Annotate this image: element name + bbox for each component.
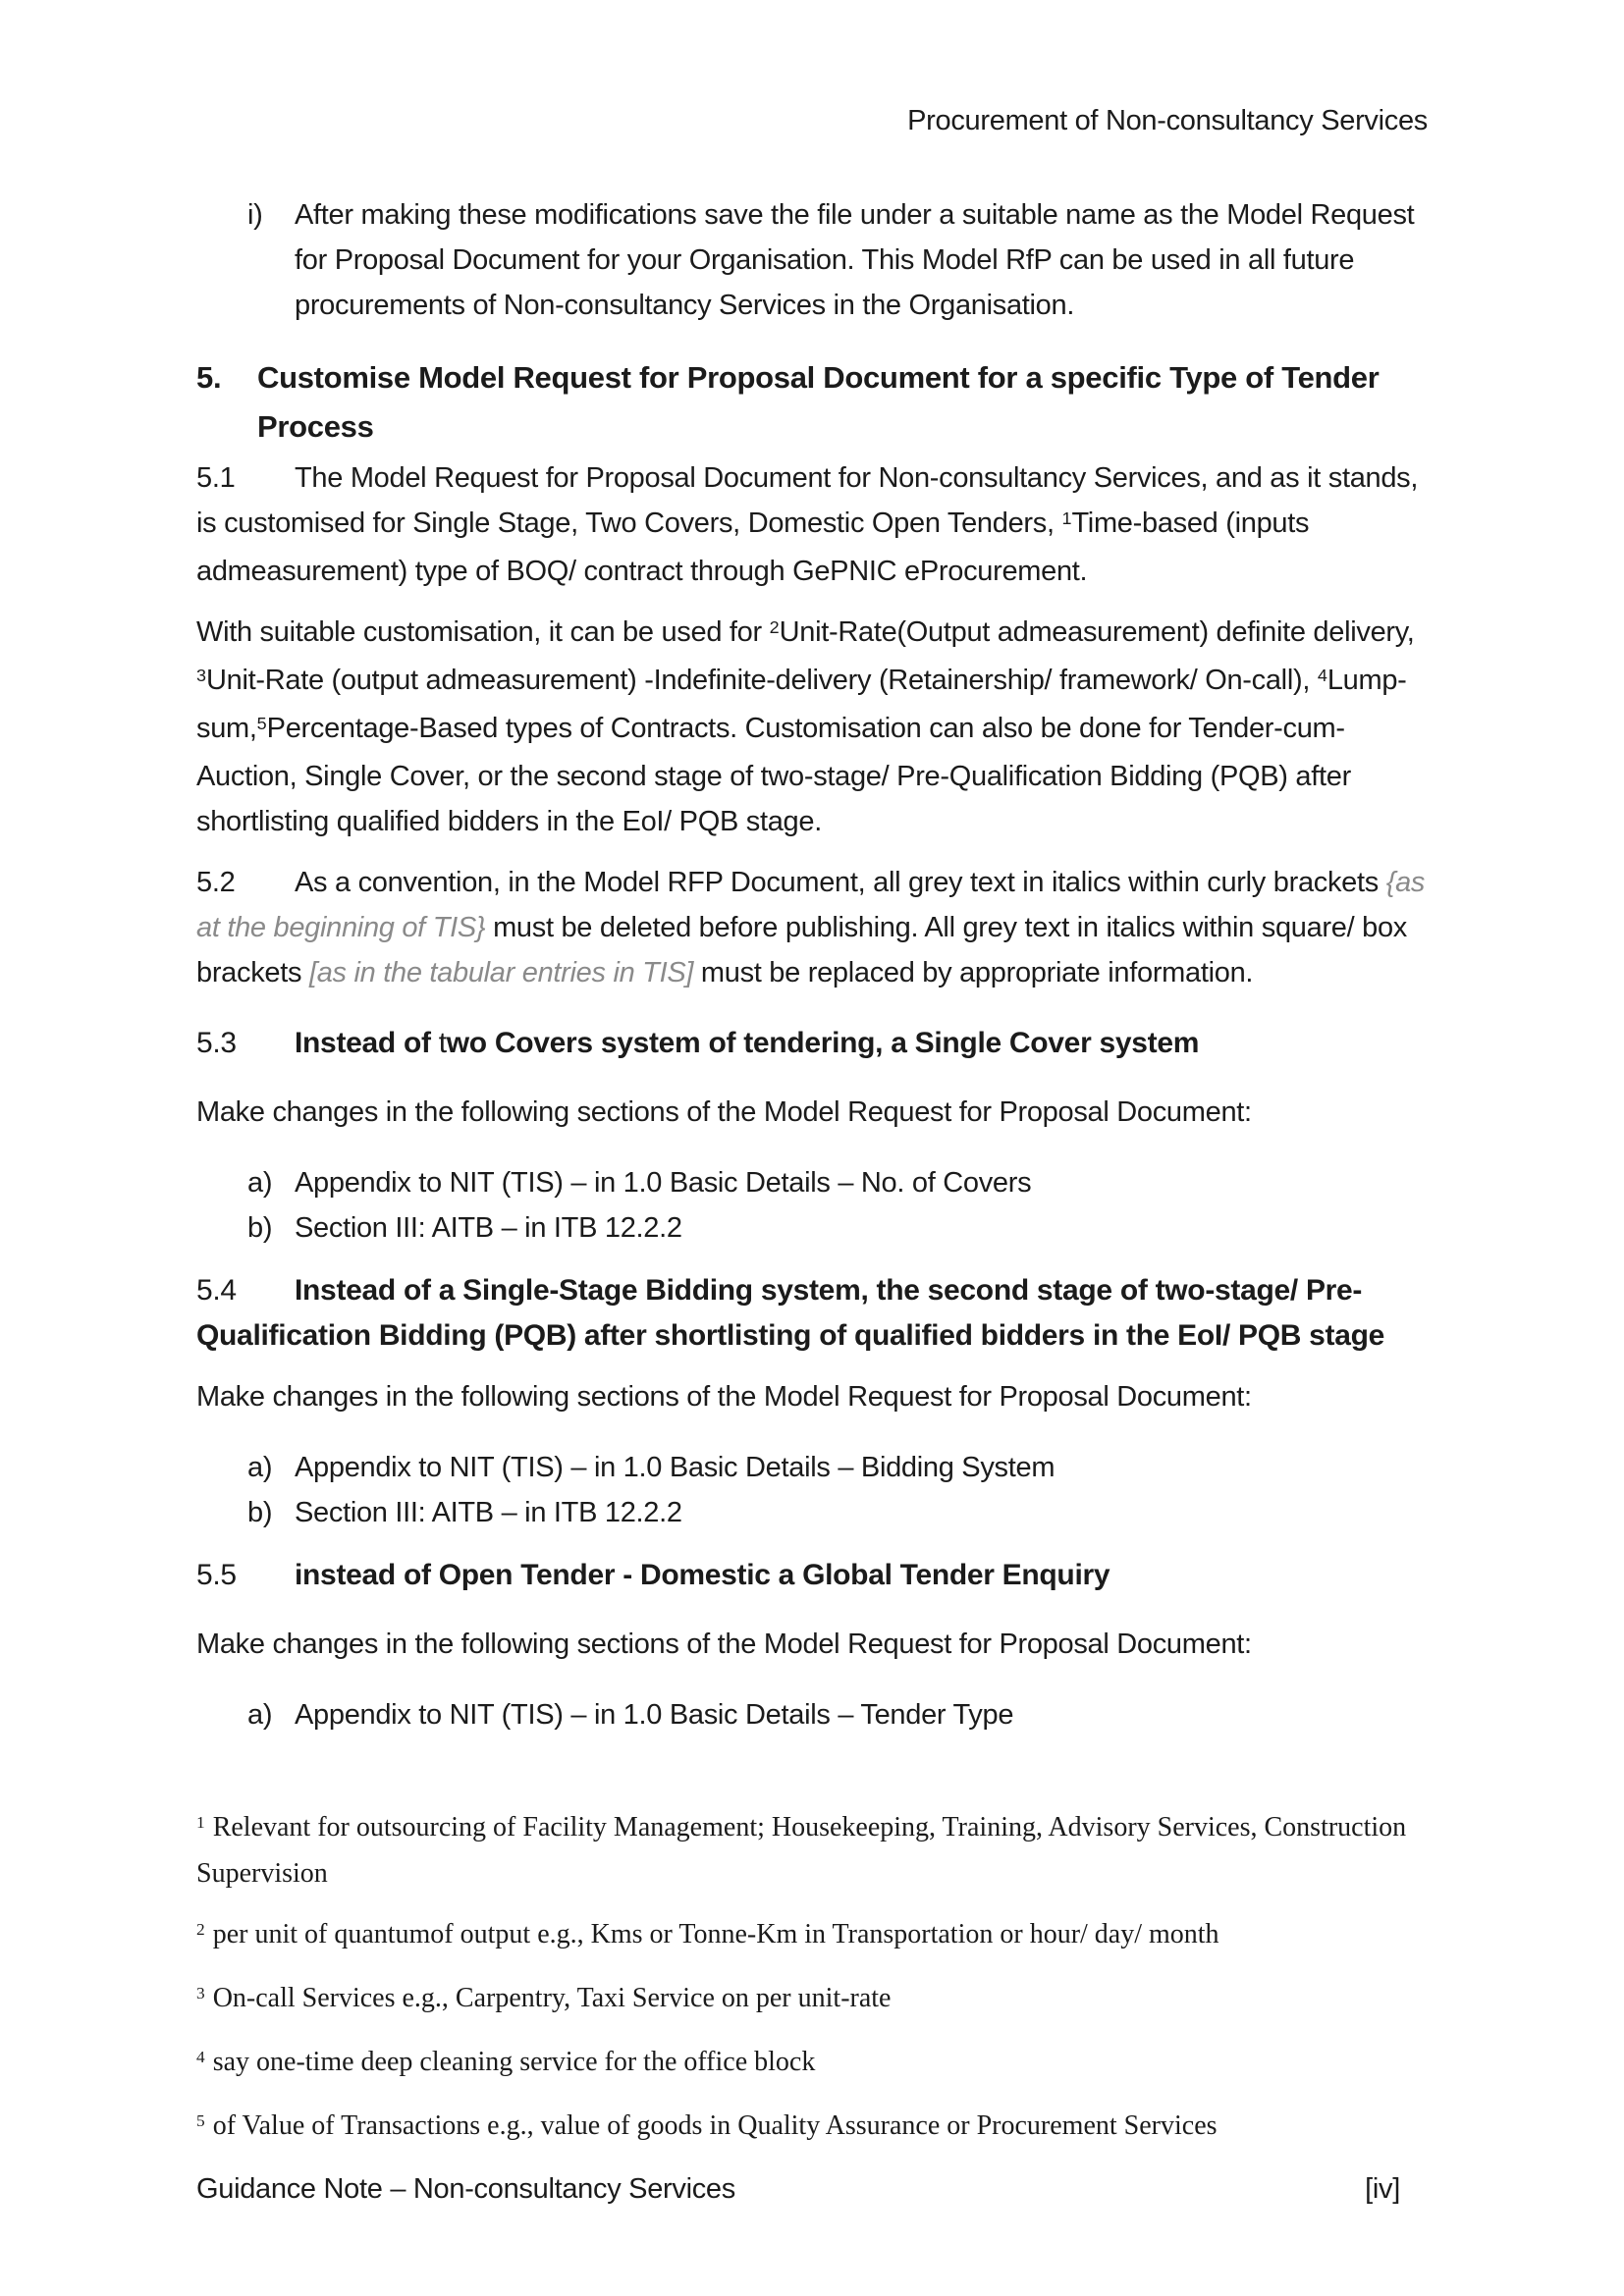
text-run: Make changes in the following sections of the Model Request for Proposal Document: (196, 1381, 1252, 1413)
text-run: Customise Model Request for Proposal Document for a specific Type of Tender Process (257, 360, 1380, 444)
text-run: As a convention, in the Model RFP Document, all grey text in italics within curly brackets (295, 867, 1386, 898)
footnote-ref: 3 (196, 665, 206, 685)
text-run: must be deleted before publishing. All grey text in italics within square/ box brackets (196, 912, 1407, 988)
footnote-ref: 2 (769, 616, 780, 637)
footnote-number: 2 (196, 1920, 205, 1940)
section-number: 5.4 (196, 1274, 237, 1307)
para-5-1 (196, 455, 1428, 594)
heading-5-5 (196, 1553, 1428, 1598)
section-number: 5.1 (196, 462, 236, 494)
text-run: Time-based (inputs admeasurement) type of BOQ/ contract through GePNIC eProcurement. (196, 507, 1310, 587)
list-marker: a) (247, 1699, 273, 1731)
text-run: Instead of a Single-Stage Bidding system, the second stage of two-stage/ Pre-Qualification Bidding (PQB) after shortlisting of qualified bidders in the EoI/ PQB stage (196, 1274, 1385, 1352)
footnote-4 (196, 2041, 1428, 2087)
text-run: instead of Open Tender - Domestic a Global Tender Enquiry (295, 1559, 1110, 1591)
footer-title: Guidance Note – Non-consultancy Services (196, 2173, 735, 2205)
text-run: Unit-Rate (output admeasurement) -Indefinite-delivery (Retainership/ framework/ On-call), (206, 665, 1318, 696)
footnote-text: On-call Services e.g., Carpentry, Taxi Service on per unit-rate (212, 1983, 892, 2013)
text-run: wo Covers system of tendering, a Single Cover system (446, 1027, 1200, 1059)
footnote-text: per unit of quantumof output e.g., Kms or Tonne-Km in Transportation or hour/ day/ month (212, 1919, 1219, 1949)
para-make-2 (196, 1374, 1428, 1419)
heading-5-3 (196, 1021, 1428, 1066)
footnote-text: say one-time deep cleaning service for the office block (212, 2047, 816, 2077)
text-run: must be replaced by appropriate information. (693, 957, 1254, 988)
footnote-ref: 4 (1317, 665, 1327, 685)
section-number: 5.2 (196, 867, 236, 898)
text-run: t (438, 1027, 447, 1059)
text-run: Section III: AITB – in ITB 12.2.2 (295, 1497, 682, 1528)
page-content (196, 0, 1428, 2212)
heading-5-4 (196, 1268, 1428, 1359)
footnote-5 (196, 2105, 1428, 2151)
footnotes (196, 1806, 1428, 2151)
text-run: After making these modifications save the file under a suitable name as the Model Request for Proposal Document for your Organisation. This Model RfP can be used in all future procurements of Non-consultancy Services in the Organisation. (295, 199, 1415, 321)
text-run: Percentage-Based types of Contracts. Customisation can also be done for Tender-cum-Auction, Single Cover, or the second stage of two-stage/ Pre-Qualification Bidding (PQB) after shortlisting qualified bidders in the EoI/ PQB stage. (196, 713, 1351, 837)
list-marker: i) (247, 199, 263, 231)
para-make-3 (196, 1622, 1428, 1667)
footer-page-number: [iv] (1365, 2173, 1400, 2205)
footnote-text: of Value of Transactions e.g., value of goods in Quality Assurance or Procurement Services (212, 2110, 1218, 2141)
list-marker: b) (247, 1497, 273, 1528)
para-custom (196, 610, 1428, 844)
text-run: With suitable customisation, it can be used for (196, 616, 770, 648)
text-run: Lump-sum, (196, 665, 1407, 744)
footnote-ref: 5 (256, 713, 267, 733)
text-run: The Model Request for Proposal Document for Non-consultancy Services, and as it stands, is customised for Single Stage, Two Covers, Domestic Open Tenders, (196, 462, 1419, 539)
item-5-4-a (196, 1445, 1428, 1490)
list-marker: a) (247, 1452, 273, 1483)
footnote-text: Relevant for outsourcing of Facility Management; Housekeeping, Training, Advisory Services, Construction Supervision (196, 1812, 1407, 1889)
footnote-number: 5 (196, 2111, 205, 2131)
text-run: Unit-Rate(Output admeasurement) definite delivery, (779, 616, 1415, 648)
item-5-3-b (196, 1205, 1428, 1251)
footnote-1 (196, 1806, 1428, 1896)
text-run: Instead of (295, 1027, 439, 1059)
text-run: Appendix to NIT (TIS) – in 1.0 Basic Details – Bidding System (295, 1452, 1056, 1483)
footnote-number: 3 (196, 1984, 205, 2003)
text-run: Make changes in the following sections of the Model Request for Proposal Document: (196, 1629, 1252, 1660)
list-marker: b) (247, 1212, 273, 1244)
text-run: Appendix to NIT (TIS) – in 1.0 Basic Details – No. of Covers (295, 1167, 1032, 1199)
section-number: 5.5 (196, 1559, 237, 1591)
text-run: [as in the tabular entries in TIS] (308, 957, 694, 988)
document-body (196, 192, 1428, 1737)
text-run: Make changes in the following sections of the Model Request for Proposal Document: (196, 1096, 1252, 1128)
item-5-3-a (196, 1160, 1428, 1205)
footnote-3 (196, 1977, 1428, 2023)
item-5-4-b (196, 1490, 1428, 1535)
footnote-2 (196, 1913, 1428, 1959)
section-number: 5. (196, 360, 222, 395)
section-number: 5.3 (196, 1027, 237, 1059)
text-run: Appendix to NIT (TIS) – in 1.0 Basic Details – Tender Type (295, 1699, 1014, 1731)
footnote-ref: 1 (1061, 507, 1072, 528)
heading-5 (196, 353, 1428, 452)
para-5-2 (196, 860, 1428, 995)
text-run: {as at the beginning of TIS} (196, 867, 1426, 943)
page-header: Procurement of Non-consultancy Services (907, 105, 1428, 136)
page-footer (196, 2166, 1428, 2212)
footnote-number: 4 (196, 2048, 205, 2067)
footnote-number: 1 (196, 1813, 205, 1833)
item-i (196, 192, 1428, 328)
para-make-1 (196, 1090, 1428, 1135)
text-run: Section III: AITB – in ITB 12.2.2 (295, 1212, 682, 1244)
item-5-5-a (196, 1692, 1428, 1737)
list-marker: a) (247, 1167, 273, 1199)
